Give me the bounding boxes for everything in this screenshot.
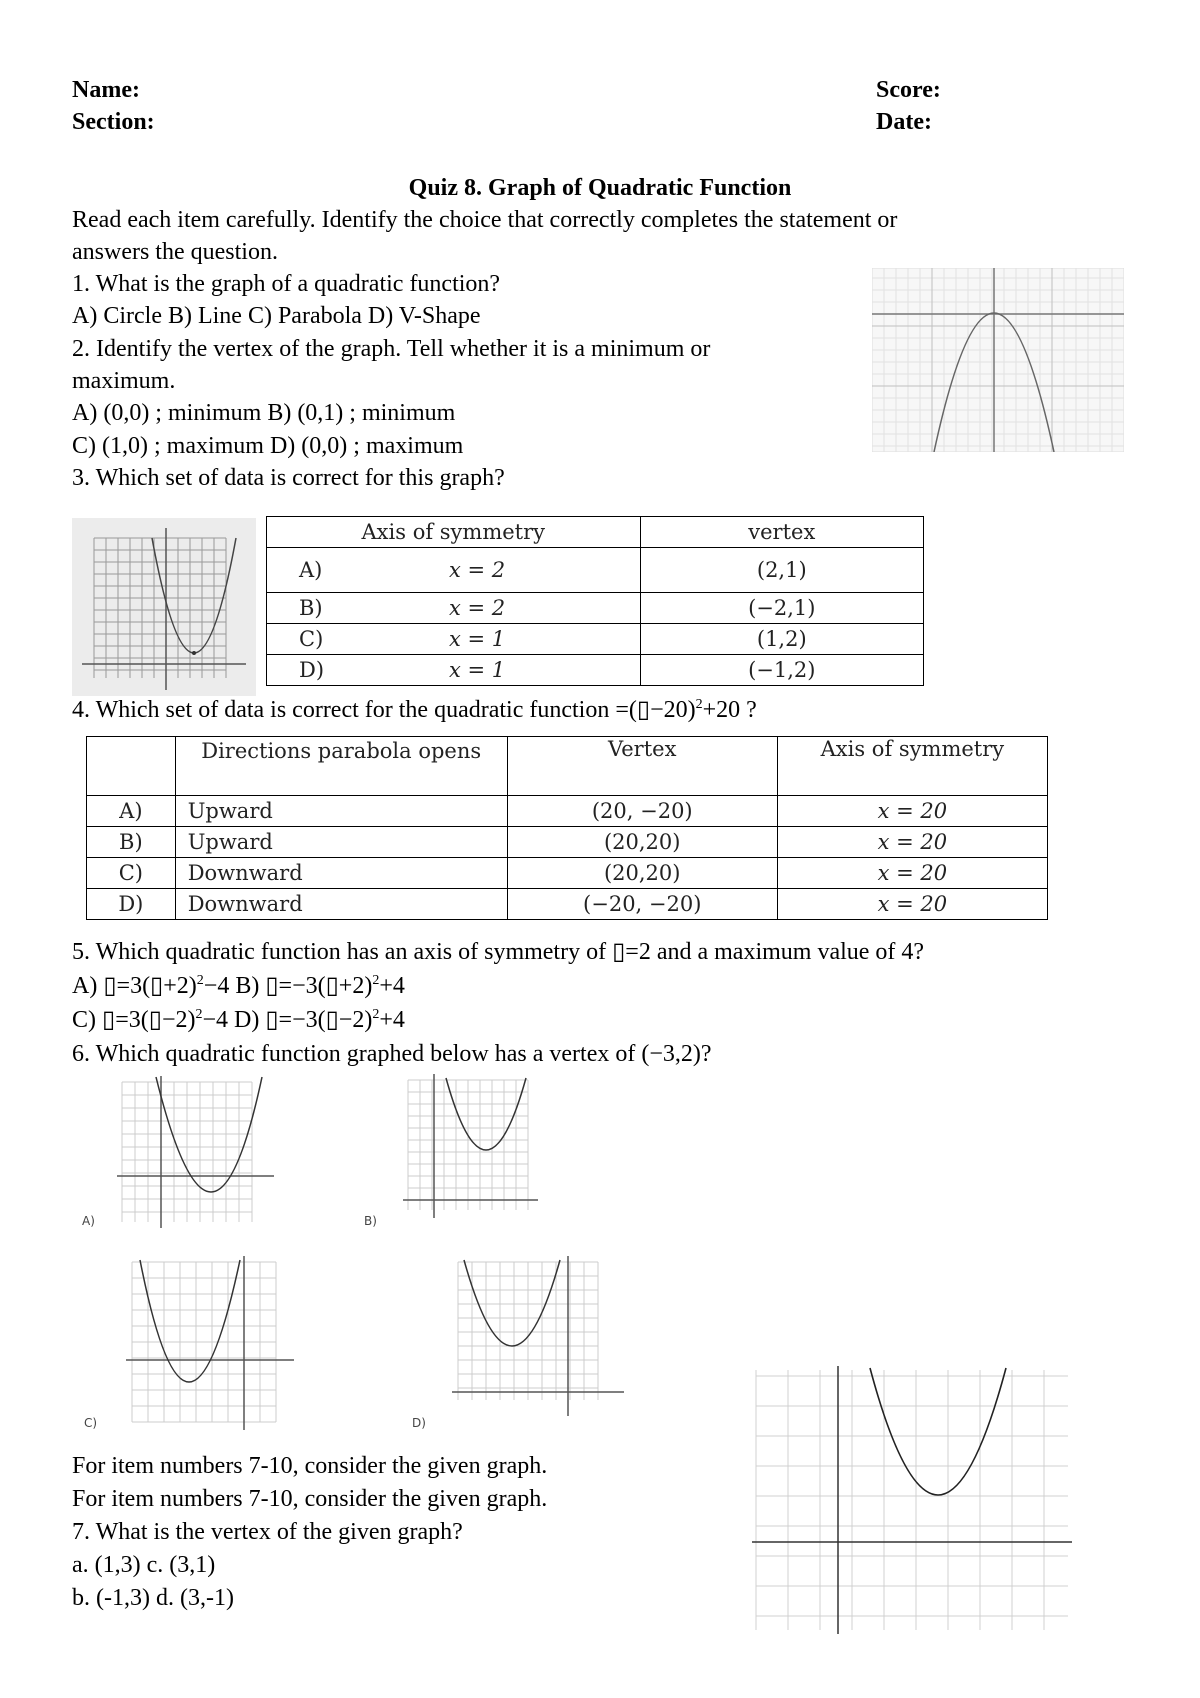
q6-graph-a	[112, 1072, 282, 1230]
q4-row-vertex: (−20, −20)	[507, 889, 777, 920]
q4-row-direction: Downward	[175, 889, 507, 920]
q3-graph	[72, 518, 256, 696]
q5-choice-b: −4 B) ▯=−3(▯+2)	[203, 973, 373, 999]
q4-question-suffix: +20 ?	[702, 697, 757, 723]
q3-row-axis: x = 1	[449, 627, 506, 651]
q3-row-axis: x = 2	[449, 596, 506, 620]
q2-choices-line-2: C) (1,0) ; maximum D) (0,0) ; maximum	[72, 433, 464, 459]
table-row	[267, 624, 924, 655]
q4-row-label: D)	[87, 889, 176, 920]
q5-exponent: 2	[195, 1007, 203, 1022]
table-row	[267, 548, 924, 593]
q4-header-direction: Directions parabola opens	[175, 737, 507, 796]
table-row	[87, 858, 1048, 889]
q4-row-vertex: (20,20)	[507, 827, 777, 858]
q7-question: 7. What is the vertex of the given graph?	[72, 1519, 463, 1545]
table-row	[267, 655, 924, 686]
q7-choices-line-1: a. (1,3) c. (3,1)	[72, 1552, 216, 1578]
q1-choices: A) Circle B) Line C) Parabola D) V-Shape	[72, 303, 481, 329]
table-row	[267, 593, 924, 624]
q2-graph	[872, 268, 1124, 452]
q4-table	[86, 736, 1048, 920]
q5-choice-a: A) ▯=3(▯+2)	[72, 973, 197, 999]
q3-table	[266, 516, 924, 686]
instructions-line-2: answers the question.	[72, 239, 278, 265]
name-label: Name:	[72, 77, 140, 103]
q3-row-label: A)	[299, 558, 323, 582]
q6-graph-b	[398, 1070, 548, 1222]
section-label: Section:	[72, 109, 155, 135]
q4-row-vertex: (20,20)	[507, 858, 777, 889]
q4-row-direction: Upward	[175, 827, 507, 858]
q3-row-axis: x = 1	[449, 658, 506, 682]
q4-row-axis: x = 20	[777, 796, 1047, 827]
q6-graph-d	[444, 1252, 628, 1420]
q5-choices-line-2	[72, 1004, 405, 1036]
q4-header-axis: Axis of symmetry	[777, 737, 1047, 796]
q4-row-direction: Upward	[175, 796, 507, 827]
q4-row-axis: x = 20	[777, 827, 1047, 858]
score-label: Score:	[876, 77, 941, 103]
placeholder-box-icon: ▯	[636, 697, 651, 723]
q3-row-label: C)	[299, 627, 324, 651]
q6-label-a: A)	[82, 1214, 95, 1228]
q5-choice-d-end: +4	[379, 1007, 405, 1033]
q3-row-vertex: (−2,1)	[640, 593, 923, 624]
q4-row-label: B)	[87, 827, 176, 858]
q4-row-vertex: (20, −20)	[507, 796, 777, 827]
q3-header-axis: Axis of symmetry	[267, 517, 641, 548]
q6-label-c: C)	[84, 1416, 98, 1430]
q4-row-label: C)	[87, 858, 176, 889]
q3-row-vertex: (2,1)	[640, 548, 923, 593]
quiz-title: Quiz 8. Graph of Quadratic Function	[408, 175, 792, 201]
q4-question-prefix: 4. Which set of data is correct for the quadratic function =(	[72, 697, 637, 723]
q4-row-axis: x = 20	[777, 858, 1047, 889]
date-label: Date:	[876, 109, 932, 135]
q4-question	[72, 694, 757, 726]
q4-row-label: A)	[87, 796, 176, 827]
q2-question-line-2: maximum.	[72, 368, 176, 394]
q5-exponent: 2	[372, 973, 380, 988]
q5-choice-c: C) ▯=3(▯−2)	[72, 1007, 196, 1033]
q7-intro-line-1: For item numbers 7-10, consider the given graph.	[72, 1453, 548, 1479]
q4-exponent: 2	[695, 697, 703, 712]
q4-row-direction: Downward	[175, 858, 507, 889]
q5-choices-line-1	[72, 970, 405, 1002]
q7-choices-line-2: b. (-1,3) d. (3,-1)	[72, 1585, 234, 1611]
q6-question: 6. Which quadratic function graphed below has a vertex of (−3,2)?	[72, 1041, 712, 1067]
table-row	[87, 827, 1048, 858]
q6-label-d: D)	[412, 1416, 426, 1430]
q3-row-label: B)	[299, 596, 323, 620]
q1-question: 1. What is the graph of a quadratic function?	[72, 271, 501, 297]
q5-question: 5. Which quadratic function has an axis of symmetry of ▯=2 and a maximum value of 4?	[72, 939, 925, 965]
q7-graph	[752, 1366, 1072, 1634]
q3-row-vertex: (−1,2)	[640, 655, 923, 686]
q5-choice-b-end: +4	[379, 973, 405, 999]
q7-intro-line-2: For item numbers 7-10, consider the given graph.	[72, 1486, 548, 1512]
q3-row-vertex: (1,2)	[640, 624, 923, 655]
q5-exponent: 2	[196, 973, 204, 988]
q3-question: 3. Which set of data is correct for this graph?	[72, 465, 505, 491]
q2-question-line-1: 2. Identify the vertex of the graph. Tell whether it is a minimum or	[72, 336, 711, 362]
q3-header-vertex: vertex	[640, 517, 923, 548]
q4-row-axis: x = 20	[777, 889, 1047, 920]
q5-exponent: 2	[372, 1007, 380, 1022]
q6-graph-c	[118, 1252, 298, 1434]
q6-label-b: B)	[364, 1214, 377, 1228]
q2-choices-line-1: A) (0,0) ; minimum B) (0,1) ; minimum	[72, 400, 456, 426]
q3-row-axis: x = 2	[449, 558, 506, 582]
q3-row-label: D)	[299, 658, 325, 682]
table-row	[87, 889, 1048, 920]
table-row	[87, 796, 1048, 827]
instructions-line-1: Read each item carefully. Identify the choice that correctly completes the statement or	[72, 207, 898, 233]
q5-choice-d: −4 D) ▯=−3(▯−2)	[202, 1007, 373, 1033]
q4-header-vertex: Vertex	[507, 737, 777, 796]
q4-question-mid: −20)	[650, 697, 696, 723]
